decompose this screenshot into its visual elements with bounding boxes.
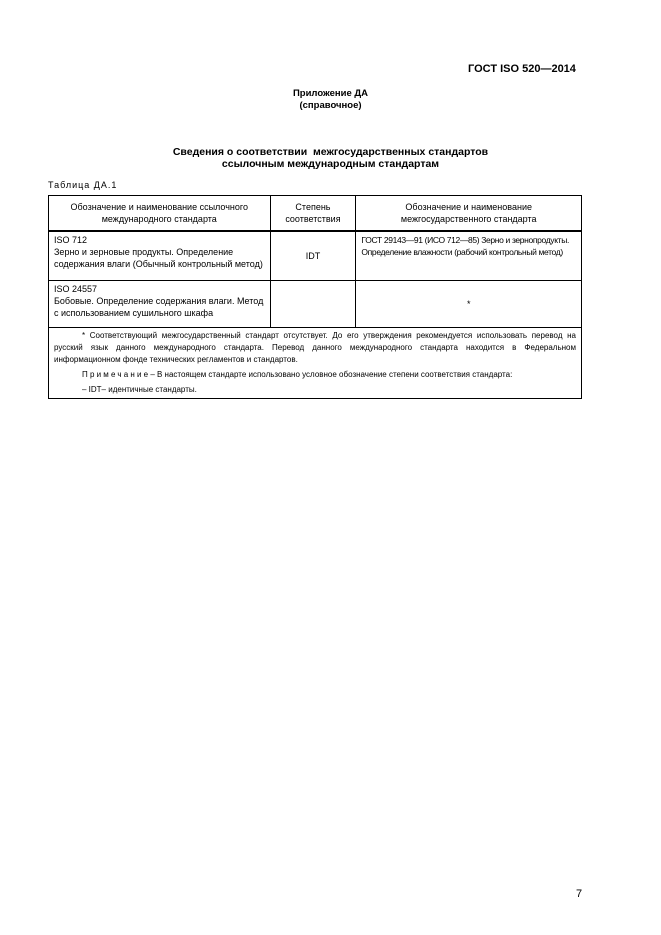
degree-cell: IDT xyxy=(270,231,356,280)
interstate-standard-cell: * xyxy=(356,280,582,327)
annex-header xyxy=(0,88,661,112)
table-header-row xyxy=(49,196,582,232)
document-code: ГОСТ ISO 520—2014 xyxy=(468,63,576,75)
annex-subtitle: (справочное) xyxy=(299,100,362,111)
footnote-paragraph xyxy=(54,330,576,366)
degree-cell xyxy=(270,280,356,327)
table-caption: Таблица ДА.1 xyxy=(48,180,118,190)
column-header-international: Обозначение и наименование ссылочного международного стандарта xyxy=(49,196,271,232)
page-number: 7 xyxy=(576,888,583,900)
note-label: Примечание xyxy=(82,369,151,379)
correspondence-table xyxy=(48,195,582,399)
footnote-marker: * xyxy=(82,330,86,340)
column-header-interstate: Обозначение и наименование межгосударственного стандарта xyxy=(356,196,582,232)
column-header-degree: Степень соответствия xyxy=(270,196,356,232)
table-footnote xyxy=(49,327,582,398)
annex-heading-line-2: ссылочным международным стандартам xyxy=(221,158,440,170)
note-paragraph xyxy=(54,369,576,381)
intl-standard-code: ISO 712 xyxy=(54,235,88,245)
annex-heading xyxy=(0,146,661,170)
table-row xyxy=(49,231,582,280)
international-standard-cell xyxy=(49,280,271,327)
annex-title: Приложение ДА xyxy=(292,88,369,99)
annex-heading-line-1: Сведения о соответствии межгосударственных стандартов xyxy=(172,146,489,158)
footnote-text: Соответствующий межгосударственный стандарт отсутствует. До его утверждения рекомендуется использовать перевод на русский язык данного международного стандарта. Перевод данного международного стандарта находится в Федеральном информационном фонде технических регламентов и стандартов. xyxy=(54,330,576,364)
note-text: – В настоящем стандарте использовано условное обозначение степени соответствия стандарта: xyxy=(150,369,513,379)
international-standard-cell xyxy=(49,231,271,280)
interstate-standard-cell: ГОСТ 29143—91 (ИСО 712—85) Зерно и зернопродукты. Определение влажности (рабочий контрольный метод) xyxy=(356,231,582,280)
intl-standard-code: ISO 24557 xyxy=(54,283,98,294)
intl-standard-title: Зерно и зерновые продукты. Определение содержания влаги (Обычный контрольный метод) xyxy=(54,247,263,269)
table-footnote-row xyxy=(49,327,582,398)
table-row xyxy=(49,280,582,327)
intl-standard-title: Бобовые. Определение содержания влаги. Метод с использованием сушильного шкафа xyxy=(54,295,264,318)
note-item: – IDT– идентичные стандарты. xyxy=(82,384,197,394)
